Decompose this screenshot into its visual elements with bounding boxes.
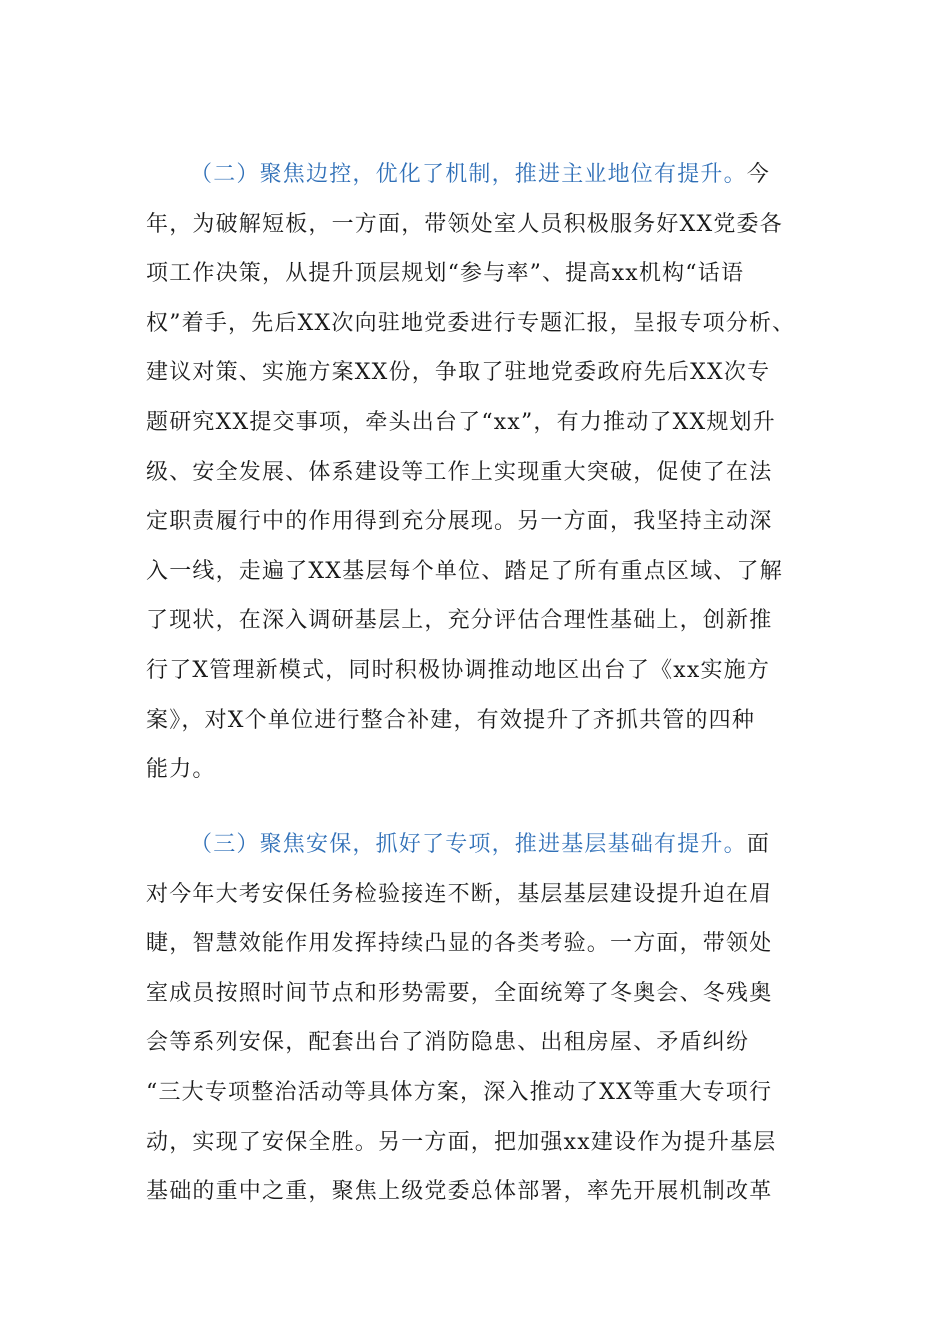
body-line: 了现状，在深入调研基层上，充分评估合理性基础上，创新推 [146,608,773,634]
body-line: 基础的重中之重，聚焦上级党委总体部署，率先开展机制改革 [146,1179,773,1205]
body-line: 会等系列安保，配套出台了消防隐患、出租房屋、矛盾纠纷 [146,1030,750,1056]
section-heading: （二）聚焦边控，优化了机制，推进主业地位有提升。 [190,162,747,187]
paragraph-section-2 [146,150,806,795]
body-text: 今 [746,162,771,187]
paragraph-first-line [146,150,806,200]
body-line: 级、安全发展、体系建设等工作上实现重大突破，促使了在法 [146,459,773,485]
body-line: 项工作决策，从提升顶层规划“参与率”、提高xx机构“话语 [146,261,745,287]
body-line: 入一线，走遍了XX基层每个单位、踏足了所有重点区域、了解 [146,558,783,584]
paragraph-first-line [146,820,806,870]
body-line: 行了X管理新模式，同时积极协调推动地区出台了《xx实施方 [146,657,771,683]
body-line: 案》，对X个单位进行整合补建，有效提升了齐抓共管的四种 [146,707,756,733]
body-line: 动，实现了安保全胜。另一方面，把加强xx建设作为提升基层 [146,1129,777,1155]
body-text: 面 [746,832,771,857]
body-line: 建议对策、实施方案XX份，争取了驻地党委政府先后XX次专 [146,360,771,386]
paragraph-section-3 [146,820,806,1217]
body-line: 对今年大考安保任务检验接连不断，基层基层建设提升迫在眉 [146,881,773,907]
body-line: 定职责履行中的作用得到充分展现。另一方面，我坚持主动深 [146,509,773,535]
body-line: 权”着手，先后XX次向驻地党委进行专题汇报，呈报专项分析、 [146,310,796,336]
section-heading: （三）聚焦安保，抓好了专项，推进基层基础有提升。 [190,832,747,857]
body-line: 室成员按照时间节点和形势需要，全面统筹了冬奥会、冬残奥 [146,980,773,1006]
body-line: 能力。 [146,757,216,783]
body-line: 题研究XX提交事项，牵头出台了“xx”，有力推动了XX规划升 [146,409,776,435]
body-line: 年，为破解短板，一方面，带领处室人员积极服务好XX党委各 [146,211,783,237]
body-line: “三大专项整治活动等具体方案，深入推动了XX等重大专项行 [146,1079,773,1105]
body-line: 睫，智慧效能作用发挥持续凸显的各类考验。一方面，带领处 [146,931,773,957]
